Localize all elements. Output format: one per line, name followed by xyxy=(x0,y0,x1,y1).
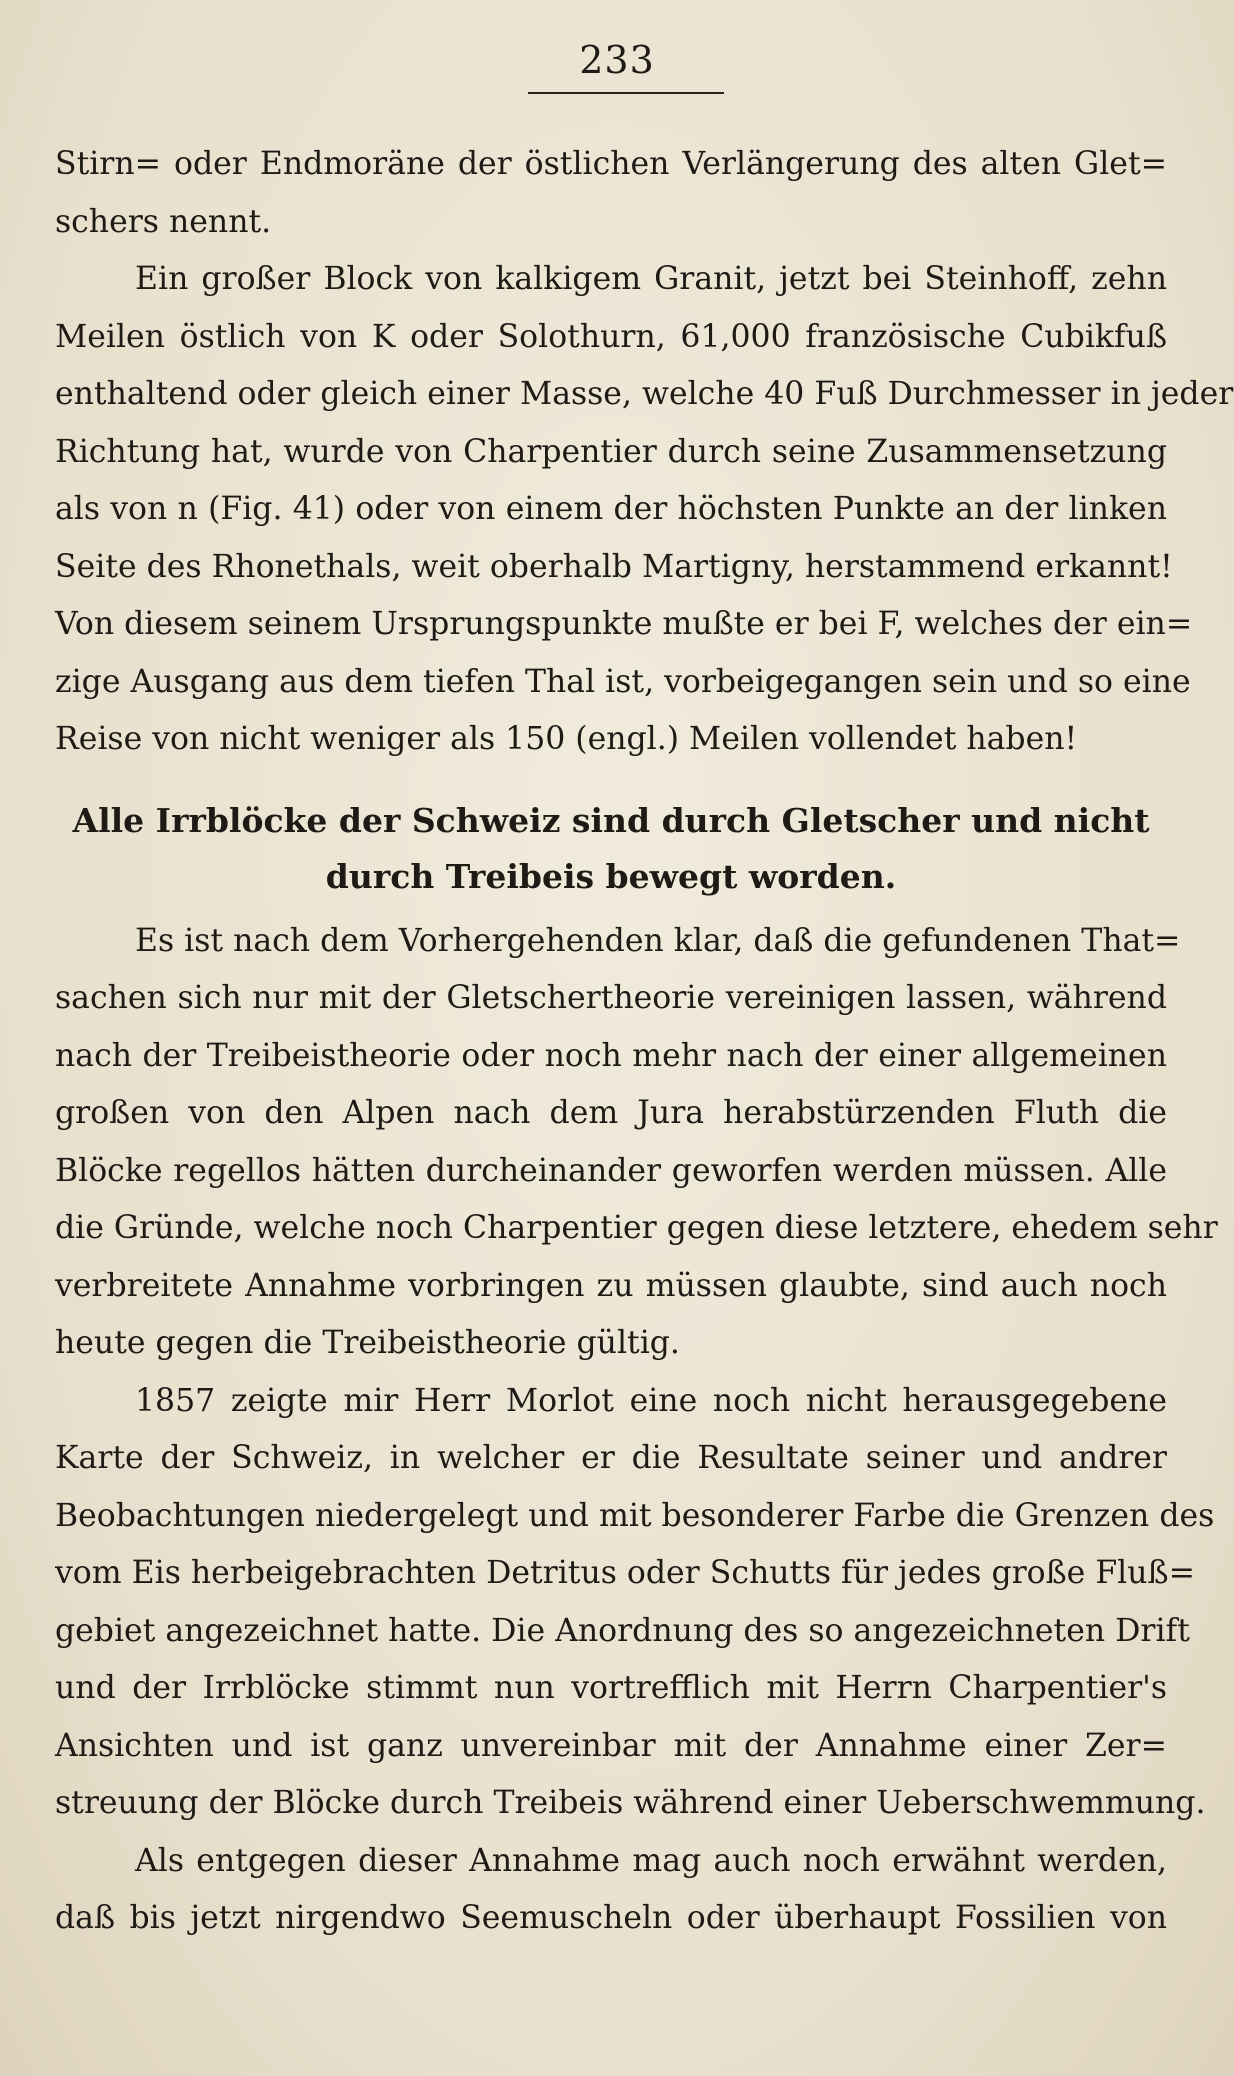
text-line: großen von den Alpen nach dem Jura herabstürzenden Fluth die xyxy=(55,1095,1167,1131)
text-line: heute gegen die Treibeistheorie gültig. xyxy=(55,1325,680,1361)
text-line: sachen sich nur mit der Gletschertheorie vereinigen lassen, während xyxy=(55,980,1167,1016)
paragraph xyxy=(55,913,1218,1373)
paragraph xyxy=(55,1833,1167,1948)
text-line: Als entgegen dieser Annahme mag auch noch erwähnt werden, xyxy=(135,1842,1167,1879)
body-text xyxy=(55,136,1234,1948)
section-heading xyxy=(55,793,1167,905)
heading-line: Alle Irrblöcke der Schweiz sind durch Gletscher und nicht xyxy=(72,800,1150,840)
text-line: vom Eis herbeigebrachten Detritus oder Schutts für jedes große Fluß= xyxy=(55,1555,1195,1591)
text-line: Seite des Rhonethals, weit oberhalb Martigny, herstammend erkannt! xyxy=(55,548,1173,585)
paragraph xyxy=(55,1373,1215,1833)
text-line: Karte der Schweiz, in welcher er die Resultate seiner und andrer xyxy=(55,1440,1167,1476)
paragraph xyxy=(55,251,1234,769)
text-line: gebiet angezeichnet hatte. Die Anordnung des so angezeichneten Drift xyxy=(55,1612,1190,1649)
page-number: 233 xyxy=(579,38,655,82)
text-line: enthaltend oder gleich einer Masse, welche 40 Fuß Durchmesser in jeder xyxy=(55,376,1234,412)
text-line: Ansichten und ist ganz unvereinbar mit der Annahme einer Zer= xyxy=(55,1727,1167,1764)
header-rule xyxy=(528,92,724,94)
text-line: Richtung hat, wurde von Charpentier durch seine Zusammensetzung xyxy=(55,433,1167,470)
text-line: schers nennt. xyxy=(55,203,272,240)
text-line: und der Irrblöcke stimmt nun vortrefflich mit Herrn Charpentier's xyxy=(55,1670,1167,1706)
paragraph xyxy=(55,136,1167,251)
text-line: Meilen östlich von K oder Solothurn, 61,000 französische Cubikfuß xyxy=(55,318,1167,355)
text-line: Reise von nicht weniger als 150 (engl.) Meilen vollendet haben! xyxy=(55,721,1078,757)
text-line: als von n (Fig. 41) oder von einem der höchsten Punkte an der linken xyxy=(55,491,1167,527)
text-line: Es ist nach dem Vorhergehenden klar, daß die gefundenen That= xyxy=(135,922,1181,959)
text-line: zige Ausgang aus dem tiefen Thal ist, vorbeigegangen sein und so eine xyxy=(55,663,1191,700)
text-line: Ein großer Block von kalkigem Granit, jetzt bei Steinhoff, zehn xyxy=(135,261,1167,297)
text-line: nach der Treibeistheorie oder noch mehr nach der einer allgemeinen xyxy=(55,1037,1167,1074)
text-line: daß bis jetzt nirgendwo Seemuscheln oder überhaupt Fossilien von xyxy=(55,1900,1167,1936)
heading-line: durch Treibeis bewegt worden. xyxy=(325,856,897,896)
text-line: Stirn= oder Endmoräne der östlichen Verlängerung des alten Glet= xyxy=(55,146,1167,182)
text-line: Von diesem seinem Ursprungspunkte mußte er bei F, welches der ein= xyxy=(55,606,1193,642)
text-line: die Gründe, welche noch Charpentier gegen diese letztere, ehedem sehr xyxy=(55,1210,1218,1246)
text-line: Beobachtungen niedergelegt und mit besonderer Farbe die Grenzen des xyxy=(55,1497,1215,1534)
text-line: streuung der Blöcke durch Treibeis während einer Ueberschwemmung. xyxy=(55,1785,1206,1821)
text-line: 1857 zeigte mir Herr Morlot eine noch nicht herausgegebene xyxy=(135,1382,1167,1419)
text-line: Blöcke regellos hätten durcheinander geworfen werden müssen. Alle xyxy=(55,1152,1167,1189)
text-line: verbreitete Annahme vorbringen zu müssen glaubte, sind auch noch xyxy=(55,1267,1167,1304)
